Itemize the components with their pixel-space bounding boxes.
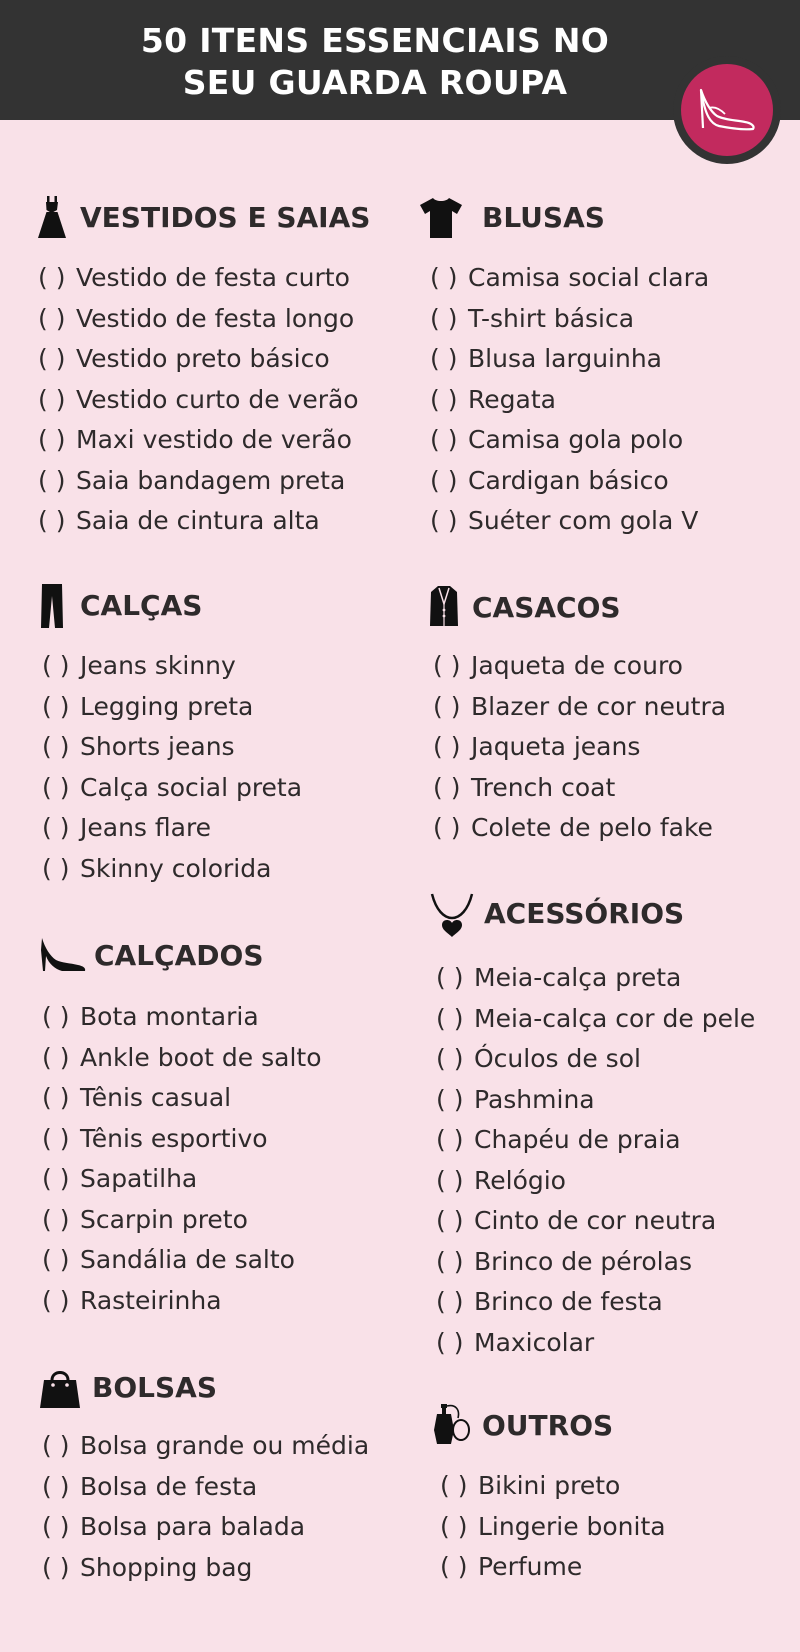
- section-outros: [434, 1404, 800, 1581]
- item-label: Tênis casual: [80, 1083, 232, 1112]
- item-label: Bolsa para balada: [80, 1512, 306, 1541]
- list-item[interactable]: [433, 808, 726, 849]
- section-calcados: [40, 934, 420, 1315]
- list-item[interactable]: [42, 768, 302, 809]
- necklace-icon: [430, 892, 474, 938]
- item-label: Perfume: [478, 1552, 583, 1581]
- checkbox[interactable]: ( ): [38, 303, 66, 333]
- checkbox[interactable]: ( ): [38, 344, 66, 373]
- checkbox[interactable]: ( ): [430, 303, 458, 333]
- item-list: [430, 258, 709, 542]
- section-casacos: [430, 586, 800, 842]
- item-label: Regata: [468, 384, 556, 414]
- checkbox[interactable]: ( ): [42, 1042, 70, 1072]
- checkbox[interactable]: ( ): [436, 1327, 464, 1357]
- page-title: [0, 20, 750, 104]
- list-item[interactable]: [436, 1282, 755, 1323]
- list-item[interactable]: [436, 1039, 755, 1080]
- item-label: Sandália de salto: [80, 1245, 295, 1274]
- list-item[interactable]: [433, 768, 726, 809]
- list-item[interactable]: [436, 999, 755, 1040]
- item-label: Jeans flare: [80, 813, 212, 842]
- list-item[interactable]: [433, 727, 726, 768]
- item-label: Meia-calça preta: [474, 963, 682, 992]
- list-item[interactable]: [440, 1507, 666, 1548]
- item-label: Maxi vestido de verão: [76, 425, 352, 454]
- checkbox[interactable]: ( ): [42, 1431, 70, 1460]
- checkbox[interactable]: ( ): [42, 691, 70, 721]
- list-item[interactable]: [433, 646, 726, 687]
- list-item[interactable]: [433, 687, 726, 728]
- list-item[interactable]: [42, 1159, 322, 1200]
- list-item[interactable]: [42, 687, 302, 728]
- section-title: CALÇAS: [80, 589, 203, 622]
- checkbox[interactable]: ( ): [42, 1164, 70, 1193]
- section-header: [40, 584, 420, 628]
- section-calcas: [40, 584, 420, 883]
- list-item[interactable]: [42, 727, 302, 768]
- item-label: Saia bandagem preta: [76, 465, 346, 495]
- item-list: [38, 258, 359, 542]
- checkbox[interactable]: ( ): [430, 384, 458, 414]
- item-label: Óculos de sol: [474, 1044, 641, 1073]
- checkbox[interactable]: ( ): [436, 1206, 464, 1235]
- section-header: [40, 1366, 420, 1410]
- checkbox[interactable]: ( ): [433, 772, 461, 802]
- checkbox[interactable]: ( ): [440, 1552, 468, 1581]
- list-item[interactable]: [42, 1200, 322, 1241]
- list-item[interactable]: [38, 420, 359, 461]
- checkbox[interactable]: ( ): [42, 1512, 70, 1541]
- item-label: Suéter com gola V: [468, 506, 699, 535]
- item-label: Sapatilha: [80, 1164, 198, 1193]
- item-label: Cinto de cor neutra: [474, 1206, 717, 1235]
- item-label: Blusa larguinha: [468, 344, 663, 373]
- checkbox[interactable]: ( ): [440, 1471, 468, 1500]
- section-blusas: [418, 196, 798, 535]
- item-label: Jaqueta jeans: [471, 732, 641, 761]
- item-label: Saia de cintura alta: [76, 506, 320, 535]
- item-label: Pashmina: [474, 1084, 595, 1114]
- section-header: [40, 934, 420, 978]
- checkbox[interactable]: ( ): [42, 1245, 70, 1274]
- list-item[interactable]: [436, 1201, 755, 1242]
- item-label: Vestido de festa curto: [76, 263, 350, 292]
- checkbox[interactable]: ( ): [38, 384, 66, 414]
- checkbox[interactable]: ( ): [42, 1083, 70, 1112]
- section-header: [430, 892, 800, 936]
- item-label: Relógio: [474, 1165, 566, 1195]
- high-heel-icon: [40, 934, 86, 972]
- item-label: T-shirt básica: [468, 303, 635, 333]
- list-item[interactable]: [38, 380, 359, 421]
- list-item[interactable]: [430, 420, 709, 461]
- section-vestidos: [38, 196, 418, 535]
- section-title: BLUSAS: [482, 201, 605, 234]
- dress-icon: [38, 196, 66, 238]
- list-item[interactable]: [42, 1426, 369, 1467]
- item-label: Meia-calça cor de pele: [474, 1003, 756, 1033]
- item-list: [440, 1466, 666, 1588]
- section-title: CALÇADOS: [94, 939, 264, 972]
- checkbox[interactable]: ( ): [42, 1204, 70, 1234]
- item-label: Calça social preta: [80, 772, 303, 802]
- section-title: BOLSAS: [92, 1371, 217, 1404]
- checkbox[interactable]: ( ): [42, 1471, 70, 1501]
- checkbox[interactable]: ( ): [38, 506, 66, 535]
- section-header: [430, 586, 800, 630]
- checkbox[interactable]: ( ): [436, 1287, 464, 1316]
- checkbox[interactable]: ( ): [436, 1003, 464, 1033]
- list-item[interactable]: [436, 1242, 755, 1283]
- item-label: Rasteirinha: [80, 1285, 222, 1315]
- checkbox[interactable]: ( ): [430, 425, 458, 454]
- perfume-icon: [434, 1404, 470, 1446]
- checkbox[interactable]: ( ): [42, 853, 70, 883]
- checkbox[interactable]: ( ): [42, 1285, 70, 1315]
- title-line-2: SEU GUARDA ROUPA: [182, 63, 568, 102]
- section-header: [38, 196, 418, 240]
- section-bolsas: [40, 1366, 420, 1582]
- item-label: Jaqueta de couro: [471, 651, 683, 680]
- checkbox[interactable]: ( ): [436, 1044, 464, 1073]
- high-heel-icon: [695, 82, 759, 134]
- item-label: Blazer de cor neutra: [471, 691, 727, 721]
- item-label: Chapéu de praia: [474, 1125, 681, 1154]
- checkbox[interactable]: ( ): [430, 344, 458, 373]
- item-label: Vestido curto de verão: [76, 384, 359, 414]
- item-label: Vestido de festa longo: [76, 303, 355, 333]
- checkbox[interactable]: ( ): [440, 1511, 468, 1541]
- list-item[interactable]: [430, 299, 709, 340]
- item-label: Colete de pelo fake: [471, 813, 713, 842]
- checkbox[interactable]: ( ): [42, 813, 70, 842]
- item-label: Brinco de pérolas: [474, 1246, 692, 1276]
- item-label: Maxicolar: [474, 1327, 595, 1357]
- list-item[interactable]: [42, 1548, 369, 1589]
- item-label: Brinco de festa: [474, 1287, 663, 1316]
- item-label: Trench coat: [471, 772, 616, 802]
- item-list: [42, 646, 302, 889]
- item-label: Cardigan básico: [468, 465, 669, 495]
- checkbox[interactable]: ( ): [42, 772, 70, 802]
- item-list: [42, 1426, 369, 1588]
- checkbox[interactable]: ( ): [433, 691, 461, 721]
- checkbox[interactable]: ( ): [430, 263, 458, 292]
- logo-badge: [681, 64, 773, 156]
- list-item[interactable]: [42, 849, 302, 890]
- list-item[interactable]: [436, 1120, 755, 1161]
- title-line-1: 50 ITENS ESSENCIAIS NO: [140, 21, 610, 60]
- list-item[interactable]: [38, 461, 359, 502]
- list-item[interactable]: [38, 339, 359, 380]
- list-item[interactable]: [430, 461, 709, 502]
- list-item[interactable]: [42, 1038, 322, 1079]
- tshirt-icon: [418, 196, 464, 238]
- list-item[interactable]: [38, 258, 359, 299]
- checkbox[interactable]: ( ): [430, 465, 458, 495]
- list-item[interactable]: [42, 646, 302, 687]
- item-label: Skinny colorida: [80, 853, 272, 883]
- checkbox[interactable]: ( ): [42, 732, 70, 761]
- list-item[interactable]: [436, 1323, 755, 1364]
- list-item[interactable]: [430, 339, 709, 380]
- list-item[interactable]: [42, 1119, 322, 1160]
- checkbox[interactable]: ( ): [42, 1552, 70, 1582]
- item-label: Shorts jeans: [80, 732, 235, 761]
- list-item[interactable]: [430, 380, 709, 421]
- list-item[interactable]: [42, 808, 302, 849]
- list-item[interactable]: [440, 1466, 666, 1507]
- item-label: Bikini preto: [478, 1471, 621, 1500]
- list-item[interactable]: [430, 258, 709, 299]
- item-list: [436, 958, 755, 1363]
- list-item[interactable]: [38, 299, 359, 340]
- checkbox[interactable]: ( ): [433, 651, 461, 680]
- item-label: Bolsa grande ou média: [80, 1431, 370, 1460]
- section-title: OUTROS: [482, 1409, 614, 1442]
- item-label: Shopping bag: [80, 1552, 253, 1582]
- item-label: Camisa gola polo: [468, 425, 684, 454]
- checkbox[interactable]: ( ): [430, 506, 458, 535]
- checkbox[interactable]: ( ): [433, 732, 461, 761]
- pants-icon: [40, 584, 64, 628]
- list-item[interactable]: [42, 1078, 322, 1119]
- list-item[interactable]: [42, 1467, 369, 1508]
- checkbox[interactable]: ( ): [42, 1123, 70, 1153]
- item-label: Lingerie bonita: [478, 1511, 666, 1541]
- list-item[interactable]: [430, 501, 709, 542]
- list-item[interactable]: [436, 958, 755, 999]
- section-title: VESTIDOS E SAIAS: [80, 201, 371, 234]
- handbag-icon: [40, 1366, 80, 1408]
- checkbox[interactable]: ( ): [436, 963, 464, 992]
- item-label: Tênis esportivo: [80, 1123, 268, 1153]
- item-label: Bolsa de festa: [80, 1471, 258, 1501]
- checkbox[interactable]: ( ): [38, 425, 66, 454]
- section-acessorios: [430, 892, 800, 1357]
- section-title: CASACOS: [472, 591, 621, 624]
- list-item[interactable]: [440, 1547, 666, 1588]
- list-item[interactable]: [42, 1281, 322, 1322]
- section-header: [434, 1404, 800, 1448]
- list-item[interactable]: [38, 501, 359, 542]
- checkbox[interactable]: ( ): [436, 1125, 464, 1154]
- item-label: Jeans skinny: [80, 651, 236, 680]
- checkbox[interactable]: ( ): [42, 1002, 70, 1031]
- checkbox[interactable]: ( ): [38, 263, 66, 292]
- list-item[interactable]: [42, 1507, 369, 1548]
- jacket-icon: [430, 586, 458, 626]
- list-item[interactable]: [436, 1080, 755, 1121]
- checkbox[interactable]: ( ): [436, 1165, 464, 1195]
- list-item[interactable]: [436, 1161, 755, 1202]
- checkbox[interactable]: ( ): [38, 465, 66, 495]
- checkbox[interactable]: ( ): [42, 651, 70, 680]
- item-label: Camisa social clara: [468, 263, 710, 292]
- list-item[interactable]: [42, 1240, 322, 1281]
- item-label: Bota montaria: [80, 1002, 259, 1031]
- item-label: Scarpin preto: [80, 1204, 248, 1234]
- section-title: ACESSÓRIOS: [484, 897, 685, 930]
- item-label: Vestido preto básico: [76, 344, 330, 373]
- item-list: [42, 997, 322, 1321]
- checkbox[interactable]: ( ): [433, 813, 461, 842]
- item-list: [433, 646, 726, 849]
- item-label: Legging preta: [80, 691, 254, 721]
- item-label: Ankle boot de salto: [80, 1042, 322, 1072]
- checkbox[interactable]: ( ): [436, 1246, 464, 1276]
- list-item[interactable]: [42, 997, 322, 1038]
- checkbox[interactable]: ( ): [436, 1084, 464, 1114]
- section-header: [418, 196, 798, 240]
